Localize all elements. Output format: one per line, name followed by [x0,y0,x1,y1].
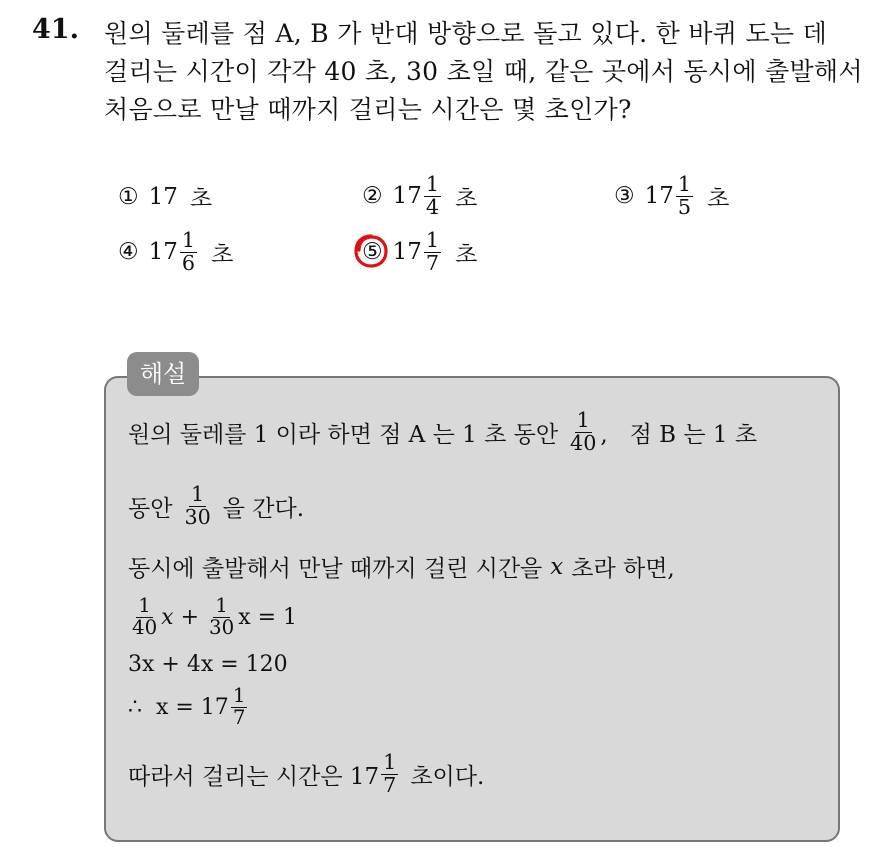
solution-eq3-fraction [231,686,248,729]
choice-1[interactable] [118,180,212,213]
choice-4-unit: 초 [211,241,234,268]
choice-3[interactable] [614,174,729,218]
choice-4-denominator: 6 [181,250,196,275]
solution-line-1-tail: , 점 B 는 1 초 [600,421,758,448]
selected-answer-circle-stroke [356,236,386,266]
solution-eq1-fraction-2 [207,596,236,639]
choice-2-numerator: 1 [425,172,440,196]
solution-line-3-variable: x [550,553,564,580]
solution-line-1-fraction [568,410,598,454]
solution-eq1-numerator-2: 1 [215,594,228,617]
solution-final-text: 따라서 걸리는 시간은 17 [128,763,380,790]
solution-eq3-numerator: 1 [232,684,246,707]
solution-final-denominator: 7 [383,772,397,797]
choice-5-denominator: 7 [425,250,440,275]
solution-equation-1 [128,596,297,639]
choice-2-marker: ② [362,183,383,210]
choice-3-numerator: 1 [677,172,692,196]
choice-1-unit: 초 [189,186,213,212]
solution-line-1-text: 원의 둘레를 1 이라 하면 점 A 는 1 초 동안 [128,421,559,448]
solution-eq3-text: ∴ x = 17 [128,694,229,720]
choice-5-fraction [424,230,441,274]
solution-final-tail: 초이다. [410,763,485,790]
choice-4[interactable] [118,230,233,274]
choice-5-numerator: 1 [425,228,440,252]
solution-eq1-fraction-1 [130,596,159,639]
solution-final-line [128,752,484,796]
choice-2-denominator: 4 [425,194,440,219]
solution-tab-label: 해설 [127,352,199,396]
choice-2-whole: 17 [392,183,422,210]
solution-equation-3 [128,686,249,729]
solution-eq1-denominator-1: 40 [132,615,158,639]
solution-line-2-denominator: 30 [184,504,211,529]
solution-line-2 [128,484,304,528]
choice-5-whole: 17 [392,239,422,266]
solution-final-fraction [381,752,398,796]
choice-5-unit: 초 [455,241,478,268]
solution-line-3-text: 동시에 출발해서 만날 때까지 걸린 시간을 [128,556,543,582]
solution-line-1-numerator: 1 [576,408,590,432]
choice-5-marker: ⑤ [362,239,383,266]
solution-line-2-numerator: 1 [191,482,205,506]
question-line-2: 걸리는 시간이 각각 40 초, 30 초일 때, 같은 곳에서 동시에 출발해서 [104,57,863,86]
solution-equation-2: 3x + 4x = 120 [128,652,288,677]
solution-final-numerator: 1 [383,750,397,774]
choice-1-whole: 17 [148,183,178,210]
choice-3-unit: 초 [707,185,730,212]
choice-1-marker: ① [118,183,139,210]
question-line-3: 처음으로 만날 때까지 걸리는 시간은 몇 초인가? [104,95,632,124]
solution-line-3 [128,550,675,583]
choice-2-fraction [424,174,441,218]
solution-line-2-text: 동안 [128,495,173,522]
selected-answer-circle-icon [353,233,389,269]
solution-line-1-denominator: 40 [570,430,597,455]
solution-line-1 [128,410,757,454]
choice-2[interactable] [362,174,477,218]
solution-line-2-tail: 을 간다. [222,495,305,522]
solution-eq3-denominator: 7 [232,705,246,729]
solution-eq1-middle: x + [161,604,200,630]
choice-4-numerator: 1 [181,228,196,252]
choice-4-fraction [180,230,197,274]
solution-line-3-tail: 초라 하면, [571,556,675,582]
solution-line-2-fraction [182,484,212,528]
choice-2-unit: 초 [455,185,478,212]
choice-4-whole: 17 [148,239,178,266]
question-number: 41. [32,14,79,45]
solution-eq1-numerator-1: 1 [138,594,151,617]
choice-3-fraction [676,174,693,218]
solution-eq1-denominator-2: 30 [209,615,235,639]
choice-4-marker: ④ [118,239,139,266]
choice-3-marker: ③ [614,183,635,210]
question-line-1: 원의 둘레를 점 A, B 가 반대 방향으로 돌고 있다. 한 바퀴 도는 데 [104,19,828,48]
choice-3-denominator: 5 [677,194,692,219]
solution-eq1-end: x = 1 [238,604,298,630]
choice-3-whole: 17 [644,183,674,210]
